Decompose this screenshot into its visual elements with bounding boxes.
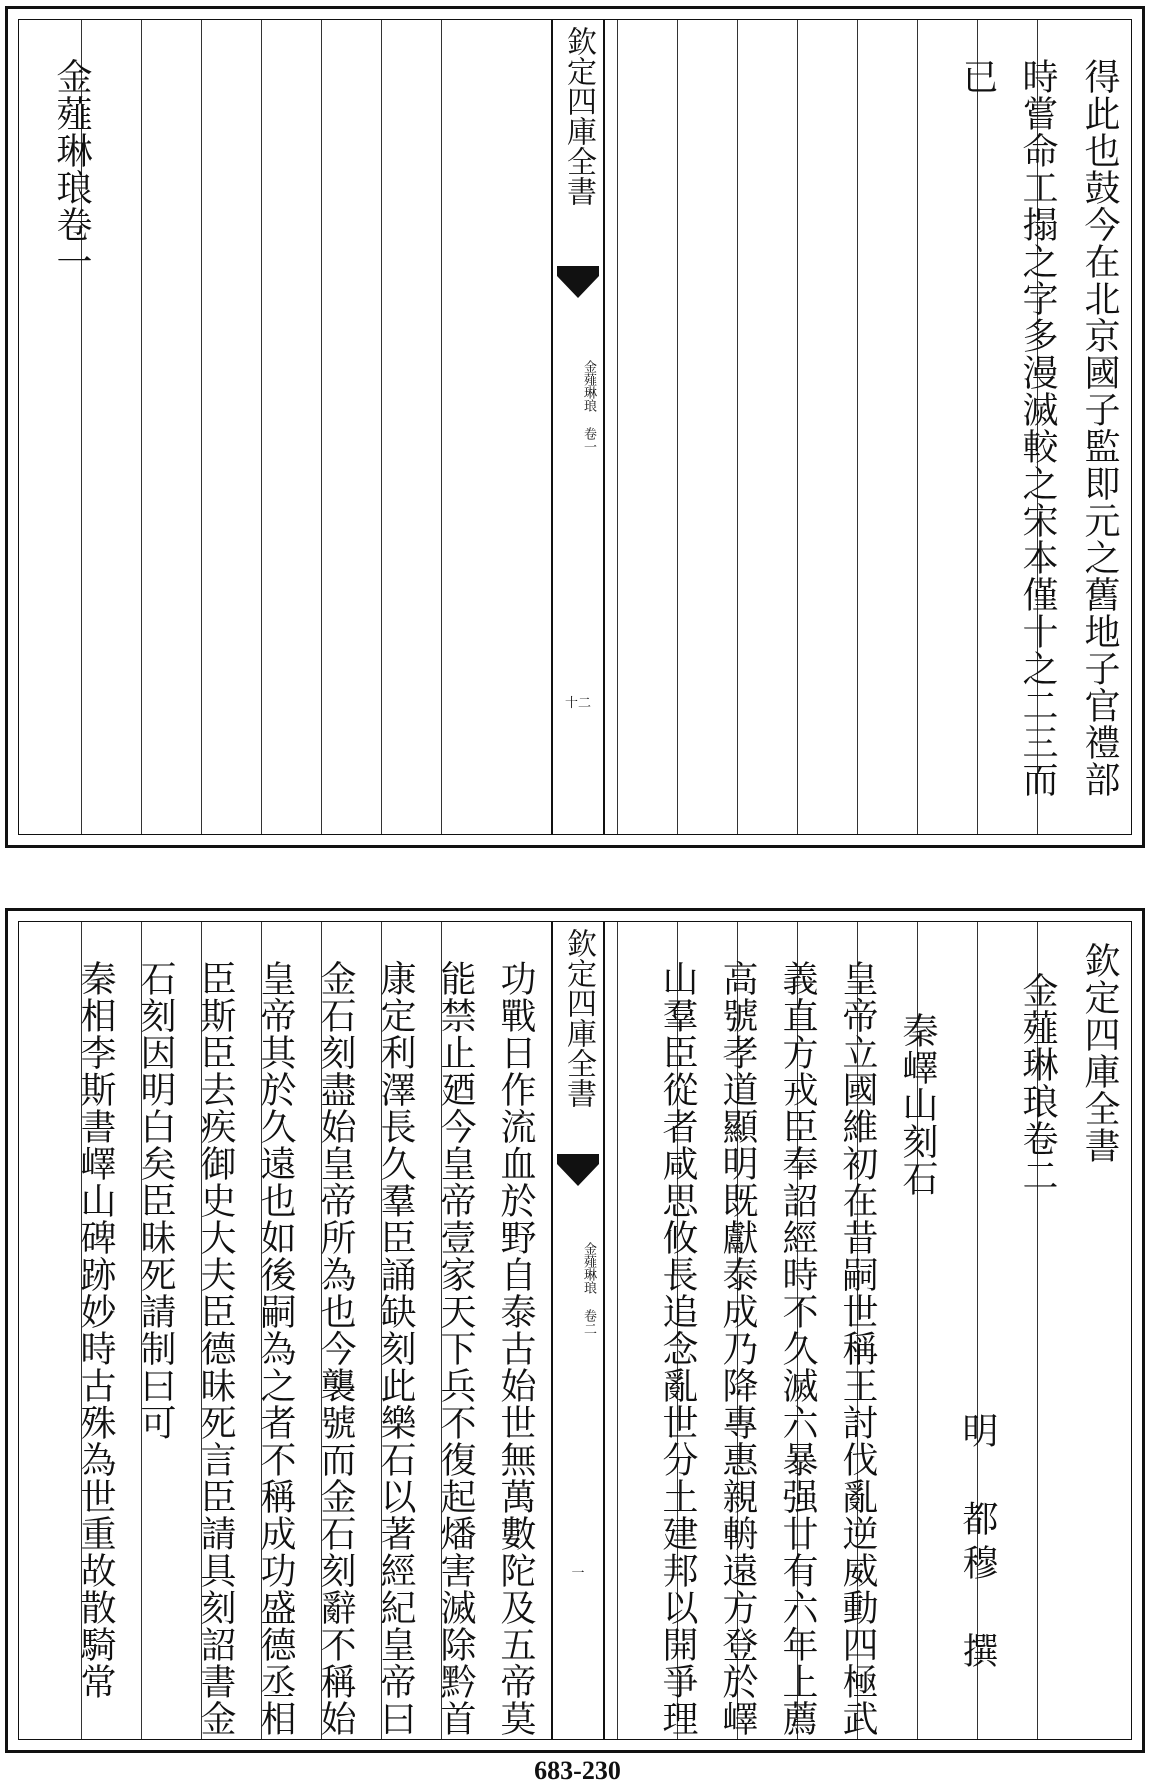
text-column: 山羣臣從者咸思攸長追念亂世分土建邦以開爭理: [657, 960, 698, 1737]
column-rule: [617, 20, 618, 834]
bottom-page-frame: [18, 921, 1132, 1740]
author-line: 明 都穆 撰: [957, 1412, 998, 1676]
text-column: 康定利澤長久羣臣誦缺刻此樂石以著經紀皇帝曰: [375, 960, 416, 1737]
page-caption: 683-230: [534, 1756, 621, 1785]
fish-tail-ornament: [557, 1154, 599, 1190]
text-column: 時嘗命工搨之字多漫滅較之宋本僅十之二三而: [1017, 58, 1058, 798]
column-rule: [321, 20, 322, 834]
column-rule: [141, 20, 142, 834]
text-column: 功戰日作流血於野自泰古始世無萬數陀及五帝莫: [495, 960, 536, 1737]
text-column: 高號孝道顯明既獻泰成乃降專惠親輈遠方登於嶧: [717, 960, 758, 1737]
fold-title: 欽定四庫全書: [561, 26, 596, 206]
fold-column: [551, 922, 605, 1739]
column-rule: [737, 20, 738, 834]
text-column: 得此也鼓今在北京國子監即元之舊地子官禮部: [1079, 58, 1120, 798]
fold-page-number: 一: [571, 1566, 585, 1581]
volume-title: 金薤琳琅卷二: [1017, 972, 1058, 1194]
text-column: 金石刻盡始皇帝所為也今襲號而金石刻辭不稱始: [315, 960, 356, 1737]
column-rule: [917, 20, 918, 834]
fold-book-title: 金薤琳琅 卷二: [581, 1242, 596, 1335]
text-column: 秦相李斯書嶧山碑跡妙時古殊為世重故散騎常: [75, 960, 116, 1700]
section-heading: 秦嶧山刻石: [897, 1012, 938, 1197]
column-rule: [797, 20, 798, 834]
column-rule: [677, 20, 678, 834]
top-page-frame: [18, 19, 1132, 835]
top-page: [5, 6, 1145, 848]
column-rule: [201, 20, 202, 834]
text-column: 石刻因明白矣臣昧死請制曰可: [135, 960, 176, 1441]
fold-book-title: 金薤琳琅 卷一: [581, 360, 596, 453]
column-rule: [617, 922, 618, 1739]
fold-page-number: 十二: [564, 696, 591, 711]
text-column: 能禁止廼今皇帝壹家天下兵不復起燔害滅除黔首: [435, 960, 476, 1737]
text-column: 義直方戎臣奉詔經時不久滅六暴强廿有六年上薦: [777, 960, 818, 1737]
column-rule: [441, 20, 442, 834]
text-column: 皇帝其於久遠也如後嗣為之者不稱成功盛德丞相: [255, 960, 296, 1737]
column-rule: [261, 20, 262, 834]
column-rule: [977, 20, 978, 834]
fish-tail-ornament: [557, 266, 599, 302]
text-column: 已: [957, 58, 998, 95]
column-rule: [857, 20, 858, 834]
text-column: 臣斯臣去疾御史大夫臣德昧死言臣請具刻詔書金: [195, 960, 236, 1737]
column-rule: [381, 20, 382, 834]
fold-title: 欽定四庫全書: [561, 928, 596, 1108]
bottom-page: [5, 908, 1145, 1753]
text-column: 皇帝立國維初在昔嗣世稱王討伐亂逆威動四極武: [837, 960, 878, 1737]
book-title: 欽定四庫全書: [1079, 942, 1120, 1164]
fold-column: [551, 20, 605, 834]
volume-end-title: 金薤琳琅卷一: [51, 58, 92, 280]
